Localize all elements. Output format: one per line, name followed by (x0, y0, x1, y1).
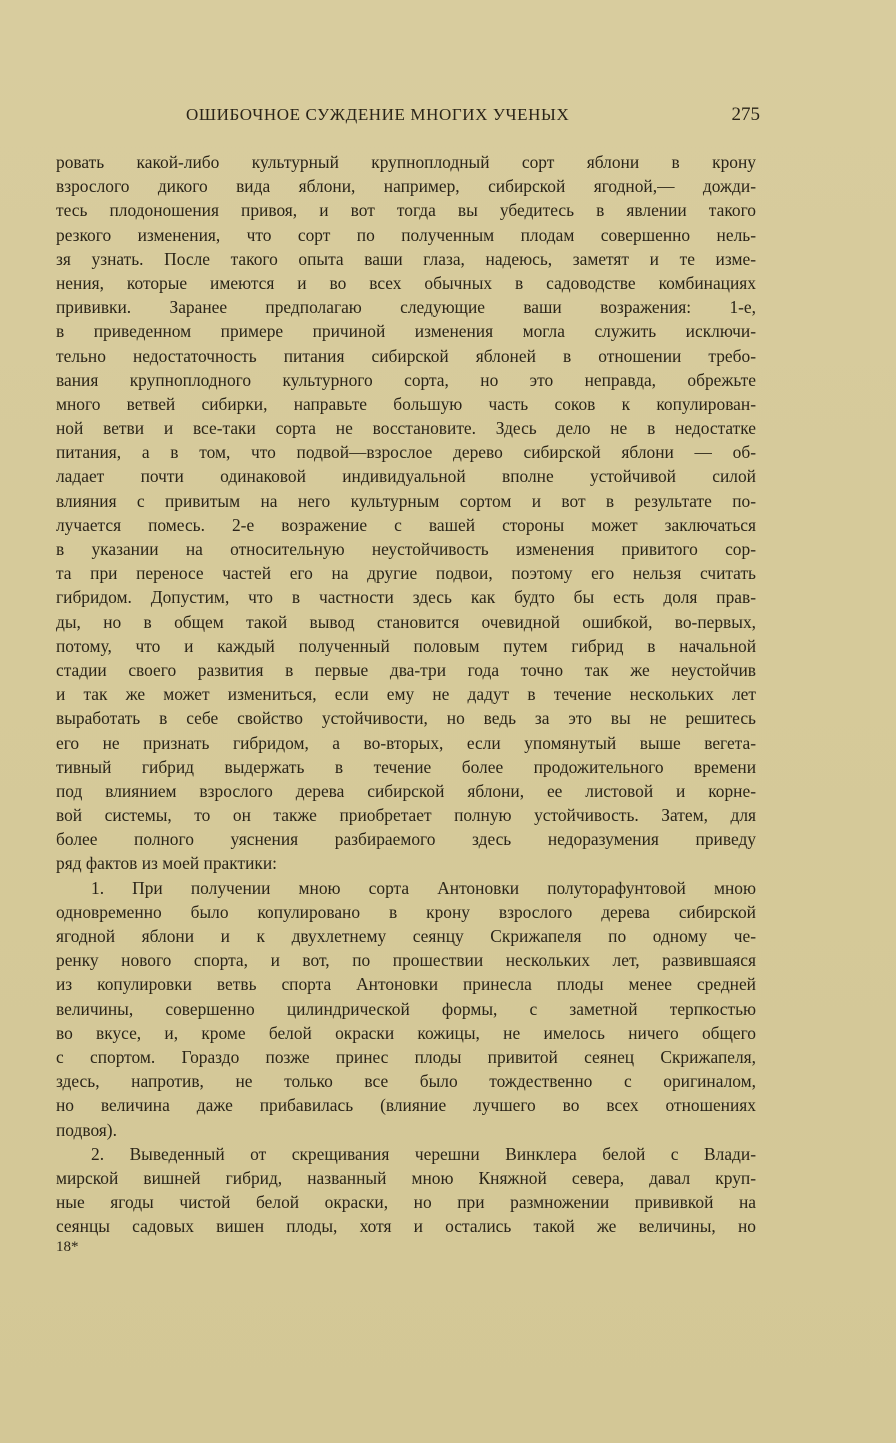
text-line: во вкусе, и, кроме белой окраски кожицы, не имелось ничего общего (56, 1022, 756, 1043)
text-line: тельно недостаточность питания сибирской яблоней в отношении требо- (56, 345, 756, 366)
text-line: тесь плодоношения привоя, и вот тогда вы убедитесь в явлении такого (56, 200, 756, 221)
text-line: тивный гибрид выдержать в течение более продожительного времени (56, 756, 756, 777)
text-line: мирской вишней гибрид, названный мною Княжной севера, давал круп- (56, 1167, 756, 1188)
text-line: в приведенном примере причиной изменения могла служить исключи- (56, 321, 756, 342)
text-line: ные ягоды чистой белой окраски, но при размножении прививкой на (56, 1192, 756, 1213)
text-line: ровать какой-либо культурный крупноплодный сорт яблони в крону (56, 152, 756, 172)
text-line: потому, что и каждый полученный половым путем гибрид в начальной (56, 635, 756, 656)
text-line: более полного уяснения разбираемого здесь недоразумения приведу (56, 829, 756, 850)
text-line: ды, но в общем такой вывод становится очевидной ошибкой, во-первых, (56, 611, 756, 632)
text-line: та при переносе частей его на другие подвои, поэтому его нельзя считать (56, 563, 756, 584)
body-text (56, 150, 756, 1238)
text-line: ренку нового спорта, и вот, по прошествии нескольких лет, развившаяся (56, 950, 756, 971)
running-title: ОШИБОЧНОЕ СУЖДЕНИЕ МНОГИХ УЧЕНЫХ (186, 105, 570, 124)
text-line: сеянцы садовых вишен плоды, хотя и остались такой же величины, но (56, 1216, 756, 1237)
text-line: гибридом. Допустим, что в частности здесь как будто бы есть доля прав- (56, 587, 756, 608)
signature-mark: 18* (56, 1239, 79, 1255)
text-line: с спортом. Гораздо позже принес плоды привитой сеянец Скрижапеля, (56, 1046, 756, 1067)
text-line: 1. При получении мною сорта Антоновки полуторафунтовой мною (91, 877, 756, 898)
text-line: в указании на относительную неустойчивость изменения привитого сор- (56, 539, 756, 559)
text-line: резкого изменения, что сорт по полученным плодам совершенно нель- (56, 224, 756, 245)
text-line: и так же может измениться, если ему не дадут в течение нескольких лет (56, 684, 756, 705)
text-line: его не признать гибридом, а во-вторых, если упомянутый выше вегета- (56, 732, 756, 753)
text-line: величины, совершенно цилиндрической формы, с заметной терпкостью (56, 998, 756, 1019)
text-line: лучается помесь. 2-е возражение с вашей стороны может заключаться (56, 514, 756, 535)
text-line: питания, а в том, что подвой—взрослое дерево сибирской яблони — об- (56, 442, 756, 463)
text-line: стадии своего развития в первые два-три года точно так же неустойчив (56, 659, 756, 680)
text-line: из копулировки ветвь спорта Антоновки принесла плоды менее средней (56, 974, 756, 995)
text-line: выработать в себе свойство устойчивости, но ведь за это вы не решитесь (56, 708, 756, 729)
page-header (186, 103, 760, 129)
page-number: 275 (731, 104, 760, 125)
text-line: 2. Выведенный от скрещивания черешни Винклера белой с Влади- (91, 1143, 756, 1164)
text-line: под влиянием взрослого дерева сибирской яблони, ее листовой и корне- (56, 780, 756, 801)
text-line: много ветвей сибирки, направьте большую часть соков к копулирован- (56, 393, 756, 414)
text-line: ягодной яблони и к двухлетнему сеянцу Скрижапеля по одному че- (56, 926, 756, 946)
text-line: вания крупноплодного культурного сорта, но это неправда, обрежьте (56, 369, 756, 390)
text-line: взрослого дикого вида яблони, например, сибирской ягодной,— дожди- (56, 176, 756, 197)
text-line: здесь, напротив, не только все было тождественно с оригиналом, (56, 1071, 756, 1092)
text-line: одновременно было копулировано в крону взрослого дерева сибирской (56, 901, 756, 922)
text-line: прививки. Заранее предполагаю следующие ваши возражения: 1-е, (56, 297, 756, 318)
text-line: подвоя). (56, 1119, 117, 1140)
text-line: ной ветви и все-таки сорта не восстановите. Здесь дело не в недостатке (56, 418, 756, 439)
text-line: влияния с привитым на него культурным сортом и вот в результате по- (56, 490, 756, 511)
text-line: зя узнать. После такого опыта ваши глаза, надеюсь, заметят и те изме- (56, 248, 756, 269)
text-line: ряд фактов из моей практики: (56, 853, 277, 874)
text-line: но величина даже прибавилась (влияние лучшего во всех отношениях (56, 1095, 756, 1116)
text-line: вой системы, то он также приобретает полную устойчивость. Затем, для (56, 805, 756, 826)
text-line: нения, которые имеются и во всех обычных в садоводстве комбинациях (56, 272, 756, 293)
text-line: ладает почти одинаковой индивидуальной вполне устойчивой силой (56, 466, 756, 487)
